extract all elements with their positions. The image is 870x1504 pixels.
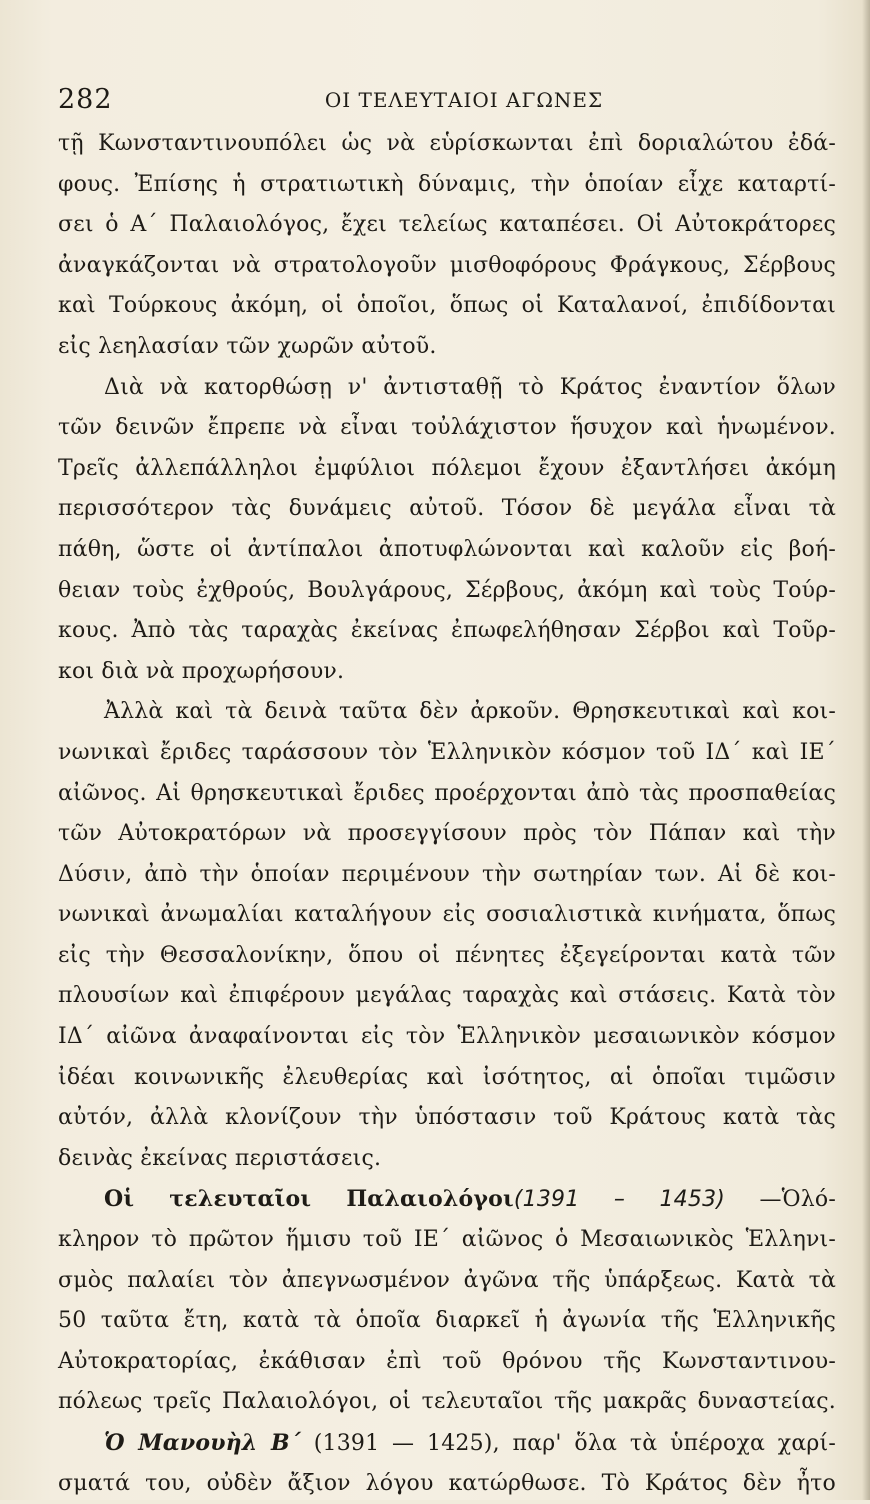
text-line: κους. Ἀπὸ τὰς ταραχὰς ἐκείνας ἐπωφελήθησαν Σέρβοι καὶ Τοῦρ- [58, 618, 836, 644]
text-line: αἰῶνος. Αἱ θρησκευτικαὶ ἔριδες προέρχονται ἀπὸ τὰς προσπαθείας [58, 780, 836, 806]
text-line: περισσότερον τὰς δυνάμεις αὐτοῦ. Τόσον δὲ μεγάλα εἶναι τὰ [58, 496, 836, 522]
text-line: ἰδέαι κοινωνικῆς ἐλευθερίας καὶ ἰσότητος, αἱ ὁποῖαι τιμῶσιν [58, 1064, 836, 1090]
text-line: τῶν Αὐτοκρατόρων νὰ προσεγγίσουν πρὸς τὸν Πάπαν καὶ τὴν [58, 821, 836, 847]
paragraph-start-line: Διὰ νὰ κατορθώσῃ ν' ἀντισταθῇ τὸ Κράτος ἐναντίον ὅλων [104, 374, 836, 400]
manuel-name: Ὁ Μανουὴλ Β΄ [104, 1430, 301, 1456]
text-line: εἰς τὴν Θεσσαλονίκην, ὅπου οἱ πένητες ἐξεγείρονται κατὰ τῶν [58, 942, 836, 968]
text-line: 50 ταῦτα ἔτη, κατὰ τὰ ὁποῖα διαρκεῖ ἡ ἀγωνία τῆς Ἑλληνικῆς [58, 1308, 836, 1334]
text-line: σει ὁ Α΄ Παλαιολόγος, ἔχει τελείως καταπέσει. Οἱ Αὐτοκράτορες [58, 212, 836, 238]
section-heading-line [58, 1179, 836, 1220]
text-line: Αὐτοκρατορίας, ἐκάθισαν ἐπὶ τοῦ θρόνου τῆς Κωνσταντινου- [58, 1348, 836, 1374]
page-number: 282 [58, 84, 113, 115]
text-line: Τρεῖς ἀλλεπάλληλοι ἐμφύλιοι πόλεμοι ἔχουν ἐξαντλήσει ἀκόμη [58, 455, 836, 481]
text-line: νωνικαὶ ἔριδες ταράσσουν τὸν Ἑλληνικὸν κόσμον τοῦ ΙΔ΄ καὶ ΙΕ΄ [58, 739, 836, 765]
text-line: σμὸς παλαίει τὸν ἀπεγνωσμένον ἀγῶνα τῆς ὑπάρξεως. Κατὰ τὰ [58, 1267, 836, 1293]
text-line: σματά του, οὐδὲν ἄξιον λόγου κατώρθωσε. Τὸ Κράτος δὲν ἦτο [58, 1470, 836, 1496]
manuel-line [58, 1423, 836, 1464]
paragraph-start-line: Ἀλλὰ καὶ τὰ δεινὰ ταῦτα δὲν ἀρκοῦν. Θρησκευτικαὶ καὶ κοι- [104, 699, 836, 725]
text-line: τῇ Κωνσταντινουπόλει ὡς νὰ εὑρίσκωνται ἐπὶ δοριαλώτου ἐδά- [58, 131, 836, 156]
text-line: πάθη, ὥστε οἱ ἀντίπαλοι ἀποτυφλώνονται καὶ καλοῦν εἰς βοή- [58, 536, 836, 562]
text-line: φους. Ἐπίσης ἡ στρατιωτικὴ δύναμις, τὴν ὁποίαν εἶχε καταρτί- [58, 171, 836, 197]
section-line-rest: —Ὁλό- [725, 1187, 836, 1213]
section-dates: (1391 – 1453) [513, 1187, 726, 1213]
text-line: τῶν δεινῶν ἔπρεπε νὰ εἶναι τοὐλάχιστον ἥσυχον καὶ ἡνωμένον. [58, 415, 836, 441]
page-edge-shadow [862, 0, 870, 1500]
text-line: δεινὰς ἐκείνας περιστάσεις. [58, 1145, 382, 1171]
page-header [58, 84, 830, 128]
text-line: πλουσίων καὶ ἐπιφέρουν μεγάλας ταραχὰς καὶ στάσεις. Κατὰ τὸν [58, 983, 836, 1009]
text-line: νωνικαὶ ἀνωμαλίαι καταλήγουν εἰς σοσιαλιστικὰ κινήματα, ὅπως [58, 902, 836, 928]
running-head: ΟΙ ΤΕΛΕΥΤΑΙΟΙ ΑΓΩΝΕΣ [324, 88, 604, 112]
section-title: Οἱ τελευταῖοι Παλαιολόγοι [104, 1186, 514, 1213]
text-line: πόλεως τρεῖς Παλαιολόγοι, οἱ τελευταῖοι τῆς μακρᾶς δυναστείας. [58, 1389, 836, 1415]
text-line: θειαν τοὺς ἐχθρούς, Βουλγάρους, Σέρβους, ἀκόμη καὶ τοὺς Τούρ- [58, 577, 836, 603]
body-text [58, 124, 836, 1504]
text-line: ἀναγκάζονται νὰ στρατολογοῦν μισθοφόρους Φράγκους, Σέρβους [58, 252, 836, 278]
text-line: αὐτόν, ἀλλὰ κλονίζουν τὴν ὑπόστασιν τοῦ Κράτους κατὰ τὰς [58, 1105, 836, 1131]
text-line: κληρον τὸ πρῶτον ἥμισυ τοῦ ΙΕ΄ αἰῶνος ὁ Μεσαιωνικὸς Ἑλληνι- [58, 1227, 836, 1253]
manuel-line-rest: (1391 — 1425), παρ' ὅλα τὰ ὑπέροχα χαρί- [300, 1431, 836, 1456]
text-line: ΙΔ΄ αἰῶνα ἀναφαίνονται εἰς τὸν Ἑλληνικὸν μεσαιωνικὸν κόσμον [58, 1024, 836, 1050]
text-line: Δύσιν, ἀπὸ τὴν ὁποίαν περιμένουν τὴν σωτηρίαν των. Αἱ δὲ κοι- [58, 861, 836, 887]
text-line: καὶ Τούρκους ἀκόμη, οἱ ὁποῖοι, ὅπως οἱ Καταλανοί, ἐπιδίδονται [58, 293, 836, 319]
text-line: εἰς λεηλασίαν τῶν χωρῶν αὐτοῦ. [58, 333, 437, 359]
text-line: κοι διὰ νὰ προχωρήσουν. [58, 658, 345, 684]
